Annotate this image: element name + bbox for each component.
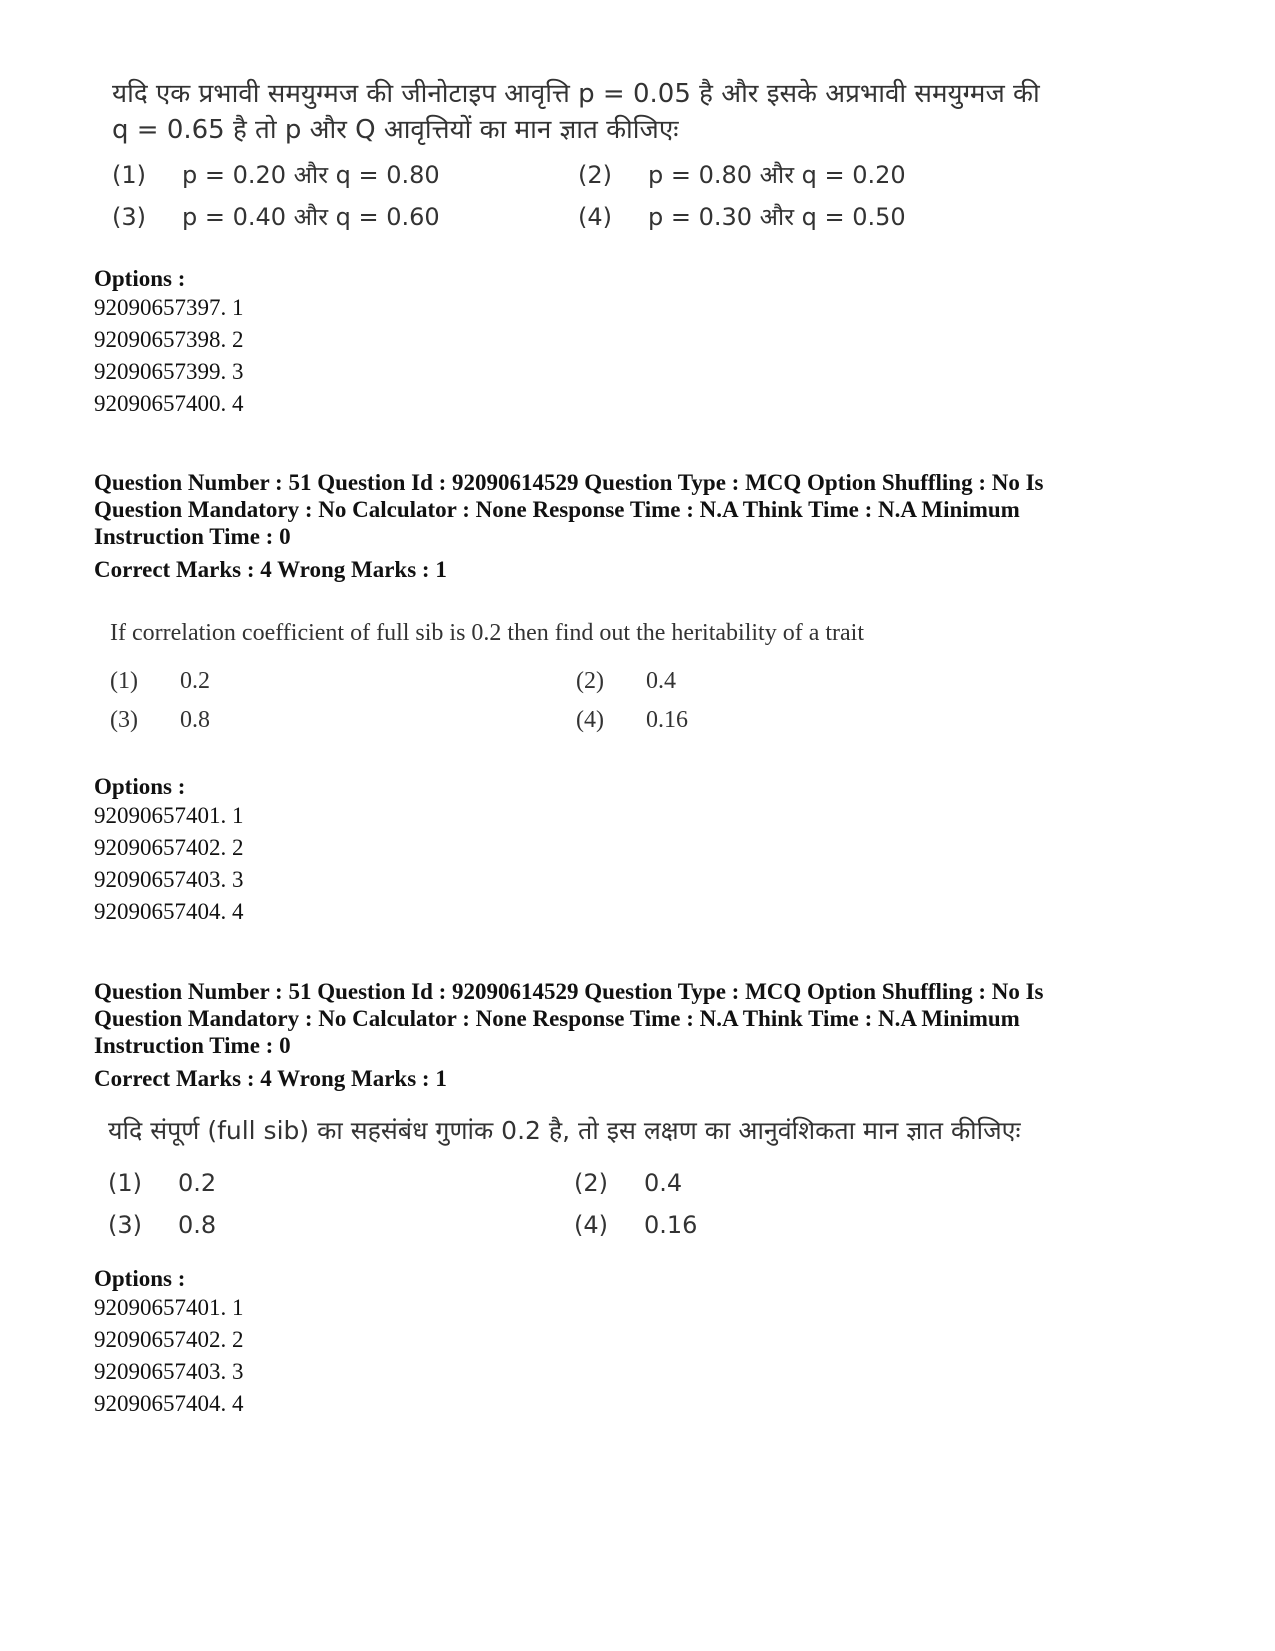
option-text: 0.16 <box>644 1211 698 1239</box>
option-id: 92090657397. 1 <box>94 295 244 320</box>
option-id: 92090657402. 2 <box>94 1327 244 1352</box>
option-number: (2) <box>578 161 612 189</box>
q50-option-4 <box>578 202 906 232</box>
option-text: 0.4 <box>646 668 676 694</box>
option-number: (2) <box>574 1169 608 1197</box>
q51-en-option-4 <box>576 705 688 735</box>
option-number: (3) <box>108 1211 142 1239</box>
option-text: p = 0.30 और q = 0.50 <box>648 203 906 231</box>
option-id: 92090657404. 4 <box>94 1391 244 1416</box>
option-number: (3) <box>112 203 146 231</box>
meta-line: Question Number : 51 Question Id : 92090614529 Question Type : MCQ Option Shuffling : No Is <box>94 979 1044 1004</box>
meta-line: Instruction Time : 0 <box>94 1033 291 1058</box>
meta-line: Instruction Time : 0 <box>94 524 291 549</box>
option-id: 92090657402. 2 <box>94 835 244 860</box>
meta-line: Question Number : 51 Question Id : 92090614529 Question Type : MCQ Option Shuffling : No Is <box>94 470 1044 495</box>
option-id: 92090657403. 3 <box>94 1359 244 1384</box>
q51-en-meta <box>94 469 1194 583</box>
option-number: (4) <box>576 707 604 733</box>
option-text: 0.8 <box>178 1211 217 1239</box>
option-text: 0.4 <box>644 1169 683 1197</box>
q50-option-1 <box>112 160 440 190</box>
option-text: p = 0.20 और q = 0.80 <box>182 161 440 189</box>
marks-line: Correct Marks : 4 Wrong Marks : 1 <box>94 1066 447 1091</box>
option-number: (1) <box>108 1169 142 1197</box>
q51-hi-meta <box>94 978 1194 1092</box>
q51-hi-option-1 <box>108 1168 216 1198</box>
option-id: 92090657400. 4 <box>94 391 244 416</box>
option-id: 92090657401. 1 <box>94 803 244 828</box>
option-number: (1) <box>110 668 138 694</box>
q51-hi-stem: यदि संपूर्ण (full sib) का सहसंबंध गुणांक 0.2 है, तो इस लक्षण का आनुवंशिकता मान ज्ञात कीजिएः <box>108 1116 1021 1145</box>
q51-en-option-1 <box>110 666 210 696</box>
options-label: Options : <box>94 1266 186 1291</box>
option-text: p = 0.40 और q = 0.60 <box>182 203 440 231</box>
option-text: 0.16 <box>646 707 688 733</box>
q50-stem-line1: यदि एक प्रभावी समयुग्मज की जीनोटाइप आवृत्ति p = 0.05 है और इसके अप्रभावी समयुग्मज की <box>112 79 1040 109</box>
q50-option-3 <box>112 202 440 232</box>
option-number: (1) <box>112 161 146 189</box>
option-number: (2) <box>576 668 604 694</box>
marks-line: Correct Marks : 4 Wrong Marks : 1 <box>94 557 447 582</box>
q51-hi-option-4 <box>574 1210 697 1240</box>
option-id: 92090657401. 1 <box>94 1295 244 1320</box>
options-label: Options : <box>94 774 186 799</box>
q50-options-block <box>94 265 244 420</box>
option-text: p = 0.80 और q = 0.20 <box>648 161 906 189</box>
q51-en-option-2 <box>576 666 676 696</box>
meta-line: Question Mandatory : No Calculator : None Response Time : N.A Think Time : N.A Minimum <box>94 497 1020 522</box>
meta-line: Question Mandatory : No Calculator : None Response Time : N.A Think Time : N.A Minimum <box>94 1006 1020 1031</box>
q51-hi-option-3 <box>108 1210 216 1240</box>
q50-stem-line2: q = 0.65 है तो p और Q आवृत्तियों का मान ज्ञात कीजिएः <box>112 115 679 145</box>
option-id: 92090657398. 2 <box>94 327 244 352</box>
q51-hi-option-2 <box>574 1168 682 1198</box>
q51-hi-options-block <box>94 1265 244 1420</box>
q50-stem <box>112 76 1122 148</box>
option-text: 0.8 <box>180 707 210 733</box>
option-text: 0.2 <box>178 1169 217 1197</box>
q51-en-option-3 <box>110 705 210 735</box>
options-label: Options : <box>94 266 186 291</box>
q50-option-2 <box>578 160 906 190</box>
option-number: (3) <box>110 707 138 733</box>
q51-en-options-block <box>94 773 244 928</box>
option-id: 92090657399. 3 <box>94 359 244 384</box>
option-number: (4) <box>578 203 612 231</box>
option-number: (4) <box>574 1211 608 1239</box>
option-id: 92090657404. 4 <box>94 899 244 924</box>
option-text: 0.2 <box>180 668 210 694</box>
option-id: 92090657403. 3 <box>94 867 244 892</box>
q51-en-stem: If correlation coefficient of full sib is 0.2 then find out the heritability of a trait <box>110 620 864 646</box>
